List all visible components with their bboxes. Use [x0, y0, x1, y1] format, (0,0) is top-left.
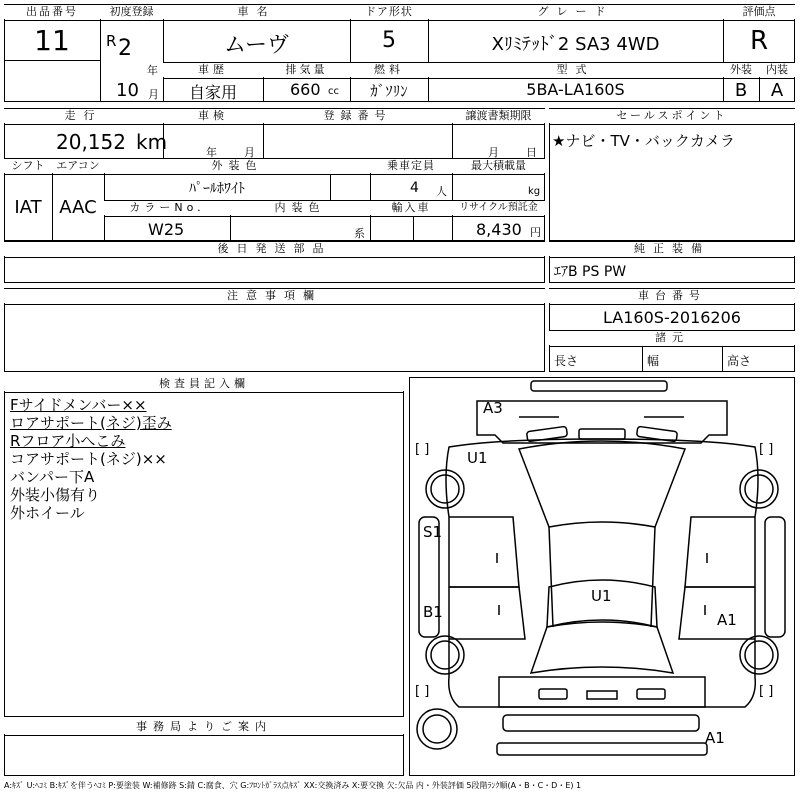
color-no-label: カラーNo.	[104, 201, 230, 215]
displacement-value: 660	[290, 80, 321, 99]
max-load-unit: kg	[528, 186, 541, 197]
month-unit: 月	[148, 88, 159, 101]
dims-length: 長さ	[554, 354, 579, 368]
fuel-value: ｶﾞｿﾘﾝ	[370, 82, 408, 100]
model-label: 型式	[428, 63, 723, 77]
lot-label: 出品番号	[4, 5, 100, 19]
ext-score-label: 外装	[723, 63, 759, 77]
mark-u1-roof: U1	[591, 587, 612, 605]
mark-a3: A3	[483, 399, 503, 417]
inspection-label: 車検	[163, 109, 263, 123]
dims-height: 高さ	[727, 354, 752, 368]
recycle-unit: 円	[530, 226, 541, 239]
shift-label: シフト	[4, 159, 52, 173]
max-load-label: 最大積載量	[452, 159, 545, 173]
genuine-label: 純正装備	[549, 242, 795, 256]
caution-label: 注意事項欄	[4, 289, 545, 303]
sales-point-value: ★ナビ・TV・バックカメラ	[552, 132, 735, 150]
score-label: 評価点	[723, 5, 795, 19]
fuel-label: 燃料	[350, 63, 428, 77]
mileage-label: 走行	[4, 109, 163, 123]
inspection-year-unit: 年	[206, 146, 217, 159]
displacement-label: 排気量	[263, 63, 350, 77]
reg-year: 2	[118, 36, 132, 61]
capacity-unit: 人	[436, 185, 447, 198]
mark-s1: S1	[423, 523, 443, 541]
office-label: 事務局よりご案内	[4, 720, 404, 734]
mileage-unit: km	[136, 130, 168, 154]
aircon-value: AAC	[59, 197, 97, 218]
displacement-unit: cc	[328, 86, 339, 97]
mark-u1-front: U1	[467, 449, 488, 467]
note-line: 外ホイール	[10, 504, 85, 522]
capacity-value: 4	[410, 180, 419, 196]
inspection-month-unit: 月	[244, 146, 255, 159]
sales-point-block	[549, 108, 795, 241]
reg-month: 10	[116, 80, 139, 101]
note-line: Fサイドメンバー××	[10, 396, 147, 414]
int-score-value: A	[770, 80, 784, 101]
recycle-label: リサイクル預託金	[452, 201, 545, 215]
transfer-day-unit: 日	[526, 146, 537, 159]
car-name-label: 車名	[163, 5, 350, 19]
legend: A:ｷｽﾞ U:ﾍｺﾐ B:ｷｽﾞを伴うﾍｺﾐ P:要塗装 W:補修跡 S:錆 C:腐食、穴 G:ﾌﾛﾝﾄｶﾞﾗｽ点ｷｽﾞ XX:交換済み X:要交換 欠:欠品 内・外装評価 5段階ﾗﾝｸ順(A・B・C・D・E) 1	[4, 781, 582, 790]
shift-value: IAT	[14, 197, 42, 218]
bracket-right-rear: [ ]	[759, 684, 774, 699]
score-value: R	[749, 26, 769, 56]
transfer-month-unit: 月	[488, 146, 499, 159]
year-unit: 年	[147, 64, 158, 77]
grade-label: グレード	[428, 5, 723, 19]
car-name-value: ムーヴ	[224, 33, 289, 58]
ext-color-value: ﾊﾟｰﾙﾎﾜｲﾄ	[189, 181, 245, 197]
ext-color-label: 外装色	[104, 159, 370, 173]
first-reg-label: 初度登録	[100, 5, 163, 19]
note-line: Rフロア小へこみ	[10, 432, 126, 450]
dims-label: 諸元	[549, 331, 795, 345]
ext-score-value: B	[734, 80, 748, 101]
mark-a1-rear: A1	[705, 729, 725, 747]
bracket-left-rear: [ ]	[415, 684, 430, 699]
transfer-label: 譲渡書類期限	[452, 109, 545, 123]
plate-label: 登録番号	[263, 109, 452, 123]
dims-width: 幅	[647, 354, 660, 368]
history-value: 自家用	[188, 83, 237, 102]
import-label: 輸入車	[370, 201, 452, 215]
mark-a1-side: A1	[717, 611, 737, 629]
int-color-label: 内装色	[230, 201, 370, 215]
era: R	[106, 32, 117, 50]
int-color-suffix: 系	[354, 227, 365, 240]
mark-b1: B1	[423, 603, 443, 621]
lot-value: 11	[34, 24, 70, 57]
car-diagram-drawing	[409, 377, 795, 776]
chassis-value: LA160S-2016206	[603, 308, 741, 327]
recycle-value: 8,430	[476, 220, 522, 239]
color-no-value: W25	[148, 220, 185, 239]
door-value: 5	[382, 28, 396, 53]
model-value: 5BA-LA160S	[526, 80, 625, 99]
genuine-value: ｴｱB PS PW	[554, 264, 627, 280]
inspector-label: 検査員記入欄	[4, 377, 404, 391]
note-line: コアサポート(ネジ)××	[10, 450, 167, 468]
bracket-left-front: [ ]	[415, 442, 430, 457]
note-line: 外装小傷有り	[10, 486, 101, 504]
mileage-value: 20,152	[56, 130, 126, 154]
int-score-label: 内装	[759, 63, 795, 77]
history-label: 車歴	[163, 63, 263, 77]
door-label: ドア形状	[350, 5, 428, 19]
inspector-notes	[10, 396, 172, 522]
capacity-label: 乗車定員	[370, 159, 452, 173]
grade-value: Xﾘﾐﾃｯﾄﾞ2 SA3 4WD	[491, 34, 660, 55]
bracket-right-front: [ ]	[759, 442, 774, 457]
sales-point-label: セールスポイント	[549, 109, 795, 123]
note-line: ロアサポート(ネジ)歪み	[10, 414, 172, 432]
aircon-label: エアコン	[52, 159, 104, 173]
note-line: バンパー下A	[10, 468, 95, 486]
later-parts-label: 後日発送部品	[4, 242, 545, 256]
chassis-label: 車台番号	[549, 289, 795, 303]
